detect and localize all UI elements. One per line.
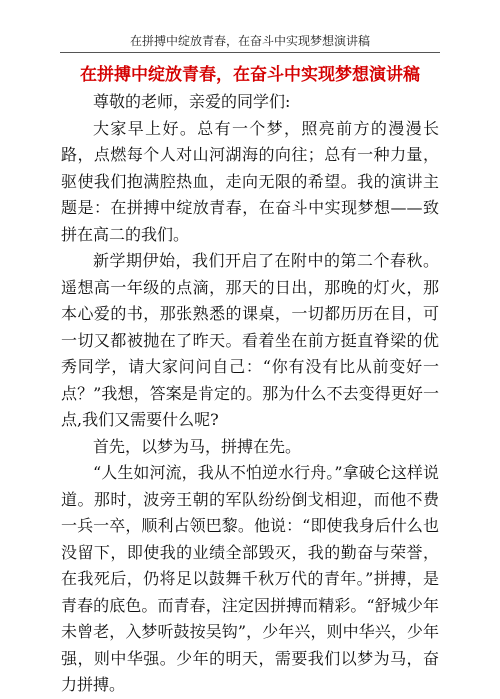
running-header: 在拼搏中绽放青春，在奋斗中实现梦想演讲稿 xyxy=(129,34,370,48)
salutation: 尊敬的老师，亲爱的同学们: xyxy=(93,92,291,111)
paragraph: 首先，以梦为马，拼搏在先。 xyxy=(93,436,302,456)
paragraph: 新学期伊始，我们开启了在附中的第二个春秋。遥想高一年级的点滴，那天的日出，那晚的灯火，那本心爱的书，那张熟悉的课桌，一切都历历在目，可一切又都被抛在了昨天。看着坐在前方挺直脊梁的优秀同学，请大家问问自己：“你有没有比从前变好一点？”我想，答案是肯定的。那为什么不去变得更好一点,我们又需要什么呢? xyxy=(61,251,439,429)
document-title: 在拼搏中绽放青春，在奋斗中实现梦想演讲稿 xyxy=(80,65,420,85)
document-body xyxy=(61,89,439,699)
paragraph: “人生如河流，我从不怕逆水行舟。”拿破仑这样说道。那时，波旁王朝的军队纷纷倒戈相迎，而他不费一兵一卒，顺利占领巴黎。他说：“即使我身后什么也没留下，即使我的业绩全部毁灭，我的勤奋与荣誉，在我死后，仍将足以鼓舞千秋万代的青年。”拼搏，是青春的底色。而青春，注定因拼搏而精彩。“舒城少年未曾老，入梦听鼓按吴钩”，少年兴，则中华兴，少年强，则中华强。少年的明天，需要我们以梦为马，奋力拼搏。 xyxy=(61,463,439,694)
header-divider xyxy=(60,52,440,53)
paragraph: 大家早上好。总有一个梦，照亮前方的漫漫长路，点燃每个人对山河湖海的向往；总有一种力量，驱使我们抱满腔热血，走向无限的希望。我的演讲主题是：在拼搏中绽放青春，在奋斗中实现梦想——致拼在高二的我们。 xyxy=(61,118,439,244)
